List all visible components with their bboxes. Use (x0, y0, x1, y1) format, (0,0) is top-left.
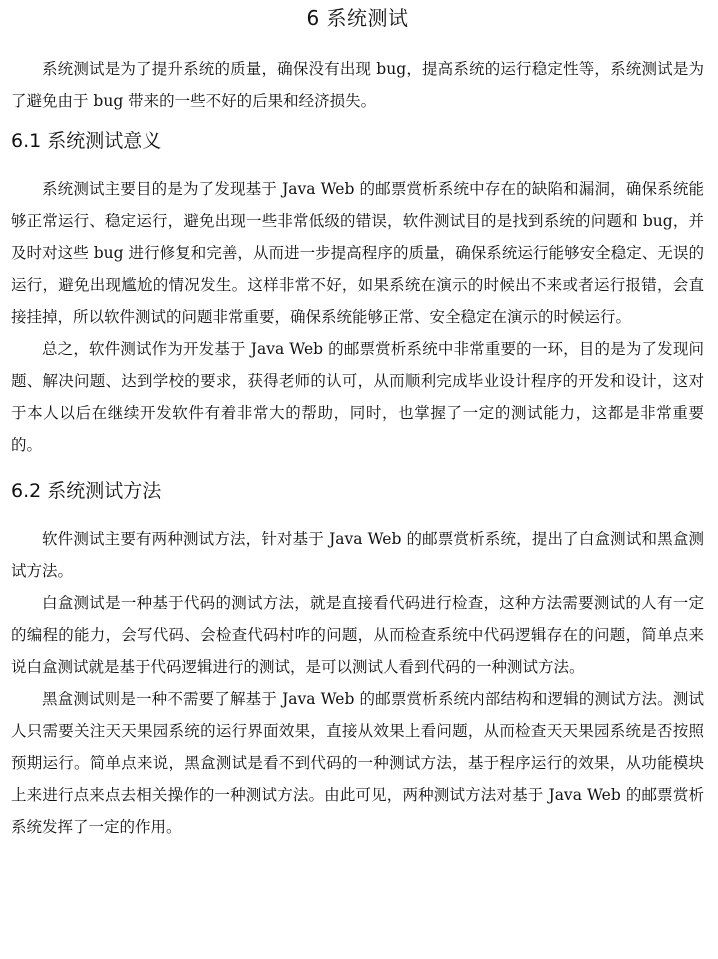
section-6-2-paragraph-3: 黑盒测试则是一种不需要了解基于 Java Web 的邮票赏析系统内部结构和逻辑的测试方法。测试人只需要关注天天果园系统的运行界面效果，直接从效果上看问题，从而检查天天果园系统是否按照预期运行。简单点来说，黑盒测试是看不到代码的一种测试方法，基于程序运行的效果，从功能模块上来进行点来点去相关操作的一种测试方法。由此可见，两种测试方法对基于 Java Web 的邮票赏析系统发挥了一定的作用。 (11, 690, 704, 836)
section-6-1-paragraph-1: 系统测试主要目的是为了发现基于 Java Web 的邮票赏析系统中存在的缺陷和漏洞，确保系统能够正常运行、稳定运行，避免出现一些非常低级的错误，软件测试目的是找到系统的问题和 bug，并及时对这些 bug 进行修复和完善，从而进一步提高程序的质量，确保系统运行能够安全稳定、无误的运行，避免出现尴尬的情况发生。这样非常不好，如果系统在演示的时候出不来或者运行报错，会直接挂掉，所以软件测试的问题非常重要，确保系统能够正常、安全稳定在演示的时候运行。 (11, 180, 704, 326)
section-6-2-paragraph-1: 软件测试主要有两种测试方法，针对基于 Java Web 的邮票赏析系统，提出了白盒测试和黑盒测试方法。 (11, 530, 704, 580)
section-title-6-2: 6.2 系统测试方法 (11, 480, 162, 502)
section-title-6-1: 6.1 系统测试意义 (11, 130, 162, 152)
intro-paragraph: 系统测试是为了提升系统的质量，确保没有出现 bug，提高系统的运行稳定性等，系统测试是为了避免由于 bug 带来的一些不好的后果和经济损失。 (11, 60, 704, 110)
section-6-1-paragraph-2: 总之，软件测试作为开发基于 Java Web 的邮票赏析系统中非常重要的一环，目的是为了发现问题、解决问题、达到学校的要求，获得老师的认可，从而顺利完成毕业设计程序的开发和设计，这对于本人以后在继续开发软件有着非常大的帮助，同时，也掌握了一定的测试能力，这都是非常重要的。 (11, 340, 704, 454)
section-6-2-paragraph-2: 白盒测试是一种基于代码的测试方法，就是直接看代码进行检查，这种方法需要测试的人有一定的编程的能力，会写代码、会检查代码村咋的问题，从而检查系统中代码逻辑存在的问题，简单点来说白盒测试就是基于代码逻辑进行的测试，是可以测试人看到代码的一种测试方法。 (11, 594, 704, 676)
chapter-title: 6 系统测试 (306, 6, 409, 30)
